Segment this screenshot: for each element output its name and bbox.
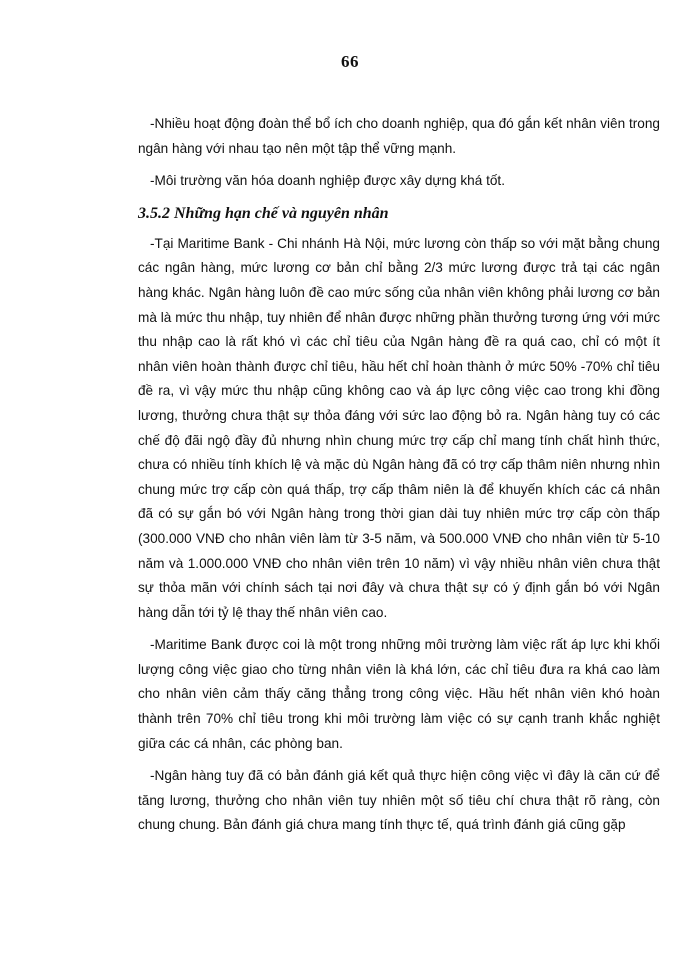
paragraph-team-activities: -Nhiều hoạt động đoàn thể bổ ích cho doanh nghiệp, qua đó gắn kết nhân viên trong ngân hàng với nhau tạo nên một tập thể vững mạnh.	[138, 116, 660, 156]
paragraph-corporate-culture: -Môi trường văn hóa doanh nghiệp được xây dựng khá tốt.	[150, 173, 505, 189]
page-number: 66	[341, 52, 359, 71]
paragraph-salary-limitations: -Tại Maritime Bank - Chi nhánh Hà Nội, mức lương còn thấp so với mặt bằng chung các ngân hàng, mức lương cơ bản chỉ bằng 2/3 mức lương được trả tại các ngân hàng khác. Ngân hàng luôn đề cao mức sống của nhân viên không phải lương cơ bản mà là mức thu nhập, tuy nhiên để nhân được những phần thưởng tương ứng với mức thu nhập cao là rất khó vì các chỉ tiêu của Ngân hàng đề ra quá cao, chỉ có một ít nhân viên hoàn thành được chỉ tiêu, hầu hết chỉ hoàn thành ở mức 50% -70% chỉ tiêu đề ra, vì vậy mức thu nhập cũng không cao và áp lực công việc cao trong khi đồng lương, thưởng chưa thật sự thỏa đáng với sức lao động bỏ ra. Ngân hàng tuy có các chế độ đãi ngộ đầy đủ nhưng nhìn chung mức trợ cấp chỉ mang tính chất hình thức, chưa có nhiều tính khích lệ và mặc dù Ngân hàng đã có trợ cấp thâm niên nhưng nhìn chung mức trợ cấp còn quá thấp, trợ cấp thâm niên là để khuyến khích các cá nhân đã có sự gắn bó với Ngân hàng trong thời gian dài tuy nhiên mức trợ cấp còn thấp (300.000 VNĐ cho nhân viên làm từ 3-5 năm, và 500.000 VNĐ cho nhân viên từ 5-10 năm và 1.000.000 VNĐ cho nhân viên trên 10 năm) vì vậy nhiều nhân viên chưa thật sự thỏa mãn với chính sách tại nơi đây và chưa thật sự có ý định gắn bó với Ngân hàng dẫn tới tỷ lệ thay thế nhân viên cao.	[138, 235, 660, 620]
paragraph-work-pressure: -Maritime Bank được coi là một trong những môi trường làm việc rất áp lực khi khối lượng công việc giao cho từng nhân viên là khá lớn, các chỉ tiêu đưa ra khá cao làm cho nhân viên cảm thấy căng thẳng trong công việc. Hầu hết nhân viên khó hoàn thành trên 70% chỉ tiêu trong khi môi trường làm việc có sự cạnh tranh khắc nghiệt giữa các cá nhân, các phòng ban.	[138, 637, 660, 751]
section-heading: 3.5.2 Những hạn chế và nguyên nhân	[138, 204, 389, 222]
paragraph-performance-evaluation: -Ngân hàng tuy đã có bản đánh giá kết quả thực hiện công việc vì đây là căn cứ để tăng lương, thưởng cho nhân viên tuy nhiên một số tiêu chí chưa thật rõ ràng, còn chung chung. Bản đánh giá chưa mang tính thực tế, quá trình đánh giá cũng gặp	[138, 768, 660, 833]
document-body	[138, 112, 660, 846]
